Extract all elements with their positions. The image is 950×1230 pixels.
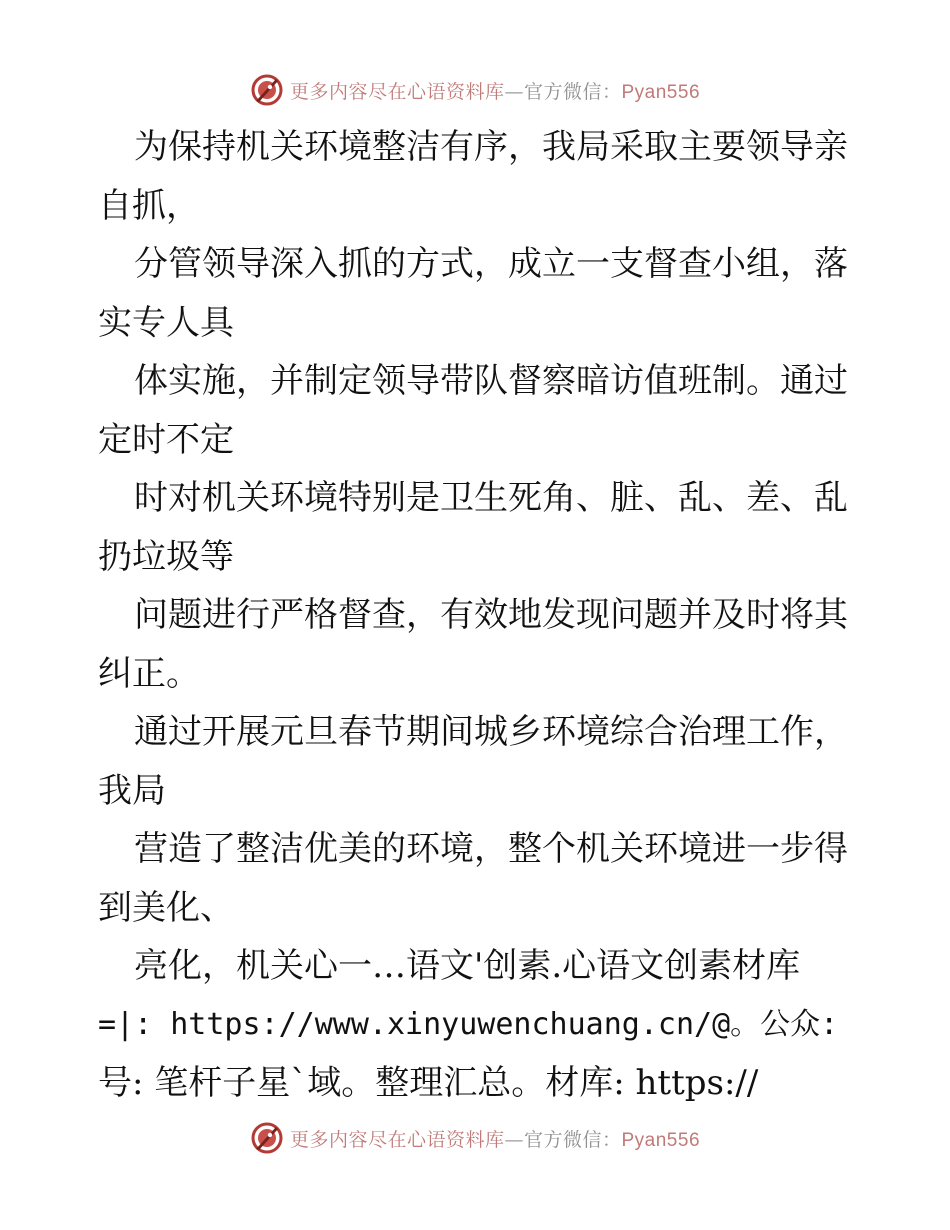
body-line: 营造了整洁优美的环境，整个机关环境进一步得 [134, 829, 848, 869]
body-line: 时对机关环境特别是卫生死角、脏、乱、差、乱 [134, 478, 848, 518]
quill-seal-icon [250, 73, 284, 107]
body-line: 纠正。 [98, 653, 200, 694]
header-banner [0, 70, 950, 110]
banner-wechat-id: Pyan556 [621, 81, 701, 103]
body-line: 我局 [98, 770, 166, 811]
footer-banner [0, 1118, 950, 1158]
body-line: 亮化，机关心一…语文'创素.心语文创素材库 [134, 946, 801, 986]
body-line: 到美化、 [98, 887, 234, 928]
banner-site-text: 更多内容尽在心语资料库 [289, 80, 505, 103]
banner-wechat-label: 官方微信： [523, 80, 622, 103]
banner-wechat-label: 官方微信： [523, 1128, 622, 1151]
body-line: 扔垃圾等 [98, 536, 234, 577]
body-line: 为保持机关环境整洁有序，我局采取主要领导亲 [134, 127, 848, 167]
body-line: 体实施，并制定领导带队督察暗访值班制。通过 [134, 361, 848, 401]
body-line: 实专人具 [98, 302, 234, 343]
body-line: 定时不定 [98, 419, 234, 460]
banner-wechat-id: Pyan556 [621, 1129, 701, 1151]
body-line-url: =|: https://www.xinyuwenchuang.cn/@。公众: [98, 1006, 839, 1042]
body-line: 号: 笔杆子星`域。整理汇总。材库: https:// [98, 1063, 759, 1103]
quill-seal-icon [250, 1121, 284, 1155]
body-line: 自抓， [98, 185, 200, 226]
body-line: 分管领导深入抓的方式，成立一支督查小组，落 [134, 244, 848, 284]
body-line: 问题进行严格督查，有效地发现问题并及时将其 [134, 595, 848, 635]
banner-dash: — [504, 80, 524, 103]
document-body [98, 118, 858, 1113]
banner-dash: — [504, 1128, 524, 1151]
body-line: 通过开展元旦春节期间城乡环境综合治理工作， [134, 712, 848, 752]
banner-site-text: 更多内容尽在心语资料库 [289, 1128, 505, 1151]
